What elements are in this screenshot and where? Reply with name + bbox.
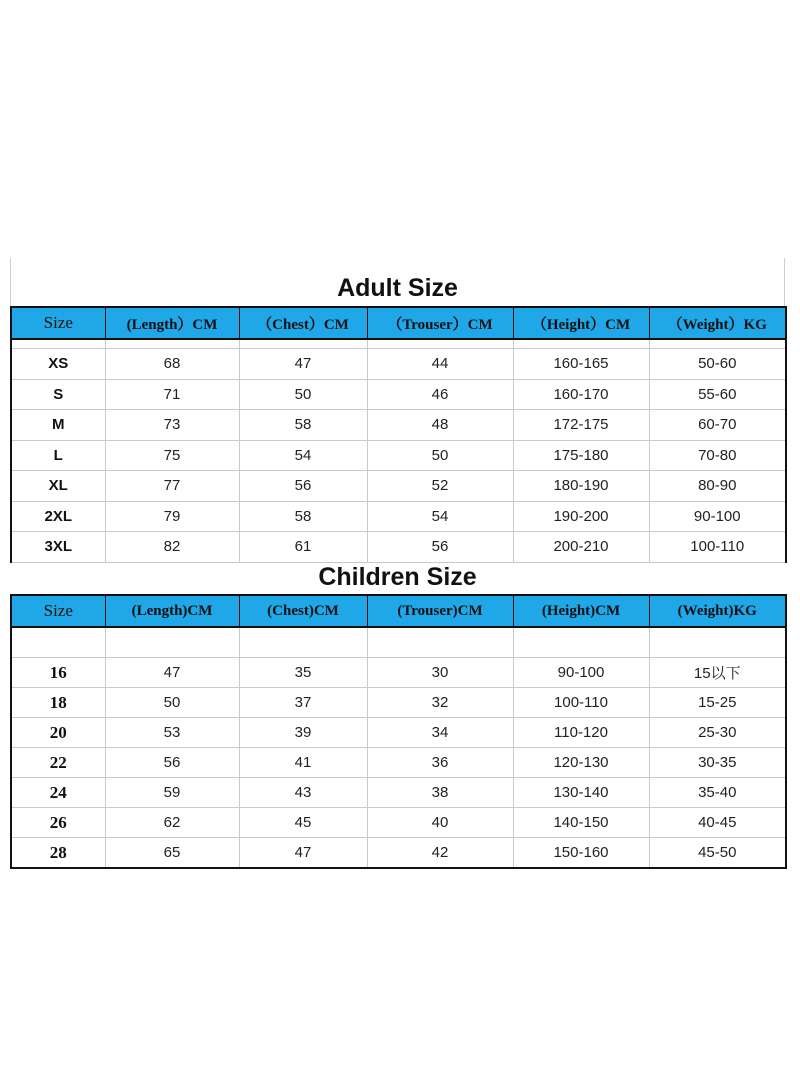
header-height: (Height)CM bbox=[513, 595, 649, 627]
weight-cell: 15-25 bbox=[649, 688, 786, 718]
trouser-cell: 30 bbox=[367, 658, 513, 688]
header-chest: （Chest）CM bbox=[239, 307, 367, 339]
weight-cell: 35-40 bbox=[649, 778, 786, 808]
table-row bbox=[11, 718, 786, 748]
trouser-cell: 44 bbox=[367, 349, 513, 380]
size-cell: 28 bbox=[11, 838, 105, 869]
table-row bbox=[11, 748, 786, 778]
size-cell: M bbox=[11, 410, 105, 441]
size-cell: 3XL bbox=[11, 532, 105, 563]
chest-cell: 54 bbox=[239, 440, 367, 471]
trouser-cell: 46 bbox=[367, 379, 513, 410]
size-cell: 20 bbox=[11, 718, 105, 748]
size-cell: 16 bbox=[11, 658, 105, 688]
header-trouser: （Trouser）CM bbox=[367, 307, 513, 339]
trouser-cell: 52 bbox=[367, 471, 513, 502]
weight-cell: 45-50 bbox=[649, 838, 786, 869]
header-length: (Length)CM bbox=[105, 595, 239, 627]
chest-cell: 58 bbox=[239, 410, 367, 441]
spacer-row bbox=[11, 339, 786, 349]
children-header-row bbox=[11, 595, 786, 627]
trouser-cell: 48 bbox=[367, 410, 513, 441]
trouser-cell: 32 bbox=[367, 688, 513, 718]
height-cell: 110-120 bbox=[513, 718, 649, 748]
chest-cell: 58 bbox=[239, 501, 367, 532]
adult-size-title: Adult Size bbox=[337, 274, 458, 302]
length-cell: 47 bbox=[105, 658, 239, 688]
height-cell: 200-210 bbox=[513, 532, 649, 563]
length-cell: 50 bbox=[105, 688, 239, 718]
weight-cell: 60-70 bbox=[649, 410, 786, 441]
height-cell: 150-160 bbox=[513, 838, 649, 869]
trouser-cell: 40 bbox=[367, 808, 513, 838]
chest-cell: 47 bbox=[239, 349, 367, 380]
size-cell: S bbox=[11, 379, 105, 410]
height-cell: 160-170 bbox=[513, 379, 649, 410]
weight-cell: 40-45 bbox=[649, 808, 786, 838]
length-cell: 65 bbox=[105, 838, 239, 869]
length-cell: 71 bbox=[105, 379, 239, 410]
table-row bbox=[11, 410, 786, 441]
size-cell: XL bbox=[11, 471, 105, 502]
table-row bbox=[11, 838, 786, 869]
weight-cell: 70-80 bbox=[649, 440, 786, 471]
size-cell: 18 bbox=[11, 688, 105, 718]
weight-cell: 80-90 bbox=[649, 471, 786, 502]
header-weight: (Weight)KG bbox=[649, 595, 786, 627]
table-row bbox=[11, 379, 786, 410]
height-cell: 100-110 bbox=[513, 688, 649, 718]
weight-cell: 90-100 bbox=[649, 501, 786, 532]
length-cell: 59 bbox=[105, 778, 239, 808]
trouser-cell: 36 bbox=[367, 748, 513, 778]
size-cell: 26 bbox=[11, 808, 105, 838]
weight-cell: 55-60 bbox=[649, 379, 786, 410]
weight-cell: 50-60 bbox=[649, 349, 786, 380]
length-cell: 53 bbox=[105, 718, 239, 748]
children-size-table bbox=[10, 594, 787, 869]
size-cell: 24 bbox=[11, 778, 105, 808]
height-cell: 130-140 bbox=[513, 778, 649, 808]
chest-cell: 50 bbox=[239, 379, 367, 410]
table-row bbox=[11, 501, 786, 532]
weight-cell: 15以下 bbox=[649, 658, 786, 688]
header-size: Size bbox=[11, 307, 105, 339]
chest-cell: 61 bbox=[239, 532, 367, 563]
trouser-cell: 50 bbox=[367, 440, 513, 471]
weight-cell: 25-30 bbox=[649, 718, 786, 748]
chest-cell: 56 bbox=[239, 471, 367, 502]
length-cell: 75 bbox=[105, 440, 239, 471]
trouser-cell: 56 bbox=[367, 532, 513, 563]
length-cell: 77 bbox=[105, 471, 239, 502]
length-cell: 56 bbox=[105, 748, 239, 778]
table-row bbox=[11, 349, 786, 380]
chest-cell: 47 bbox=[239, 838, 367, 869]
size-cell: 2XL bbox=[11, 501, 105, 532]
children-size-title: Children Size bbox=[318, 563, 477, 591]
trouser-cell: 54 bbox=[367, 501, 513, 532]
height-cell: 120-130 bbox=[513, 748, 649, 778]
trouser-cell: 42 bbox=[367, 838, 513, 869]
table-row bbox=[11, 440, 786, 471]
height-cell: 140-150 bbox=[513, 808, 649, 838]
chest-cell: 35 bbox=[239, 658, 367, 688]
length-cell: 62 bbox=[105, 808, 239, 838]
header-size: Size bbox=[11, 595, 105, 627]
chest-cell: 39 bbox=[239, 718, 367, 748]
table-row bbox=[11, 658, 786, 688]
length-cell: 79 bbox=[105, 501, 239, 532]
table-row bbox=[11, 471, 786, 502]
trouser-cell: 34 bbox=[367, 718, 513, 748]
header-weight: （Weight）KG bbox=[649, 307, 786, 339]
height-cell: 180-190 bbox=[513, 471, 649, 502]
height-cell: 175-180 bbox=[513, 440, 649, 471]
table-row bbox=[11, 532, 786, 563]
chest-cell: 43 bbox=[239, 778, 367, 808]
chest-cell: 45 bbox=[239, 808, 367, 838]
spacer-row bbox=[11, 627, 786, 658]
length-cell: 73 bbox=[105, 410, 239, 441]
chest-cell: 41 bbox=[239, 748, 367, 778]
table-row bbox=[11, 808, 786, 838]
header-chest: (Chest)CM bbox=[239, 595, 367, 627]
table-row bbox=[11, 778, 786, 808]
size-cell: XS bbox=[11, 349, 105, 380]
adult-size-table bbox=[10, 306, 787, 563]
height-cell: 90-100 bbox=[513, 658, 649, 688]
table-row bbox=[11, 688, 786, 718]
chest-cell: 37 bbox=[239, 688, 367, 718]
length-cell: 82 bbox=[105, 532, 239, 563]
height-cell: 190-200 bbox=[513, 501, 649, 532]
weight-cell: 100-110 bbox=[649, 532, 786, 563]
size-cell: L bbox=[11, 440, 105, 471]
size-cell: 22 bbox=[11, 748, 105, 778]
header-trouser: (Trouser)CM bbox=[367, 595, 513, 627]
header-length: (Length）CM bbox=[105, 307, 239, 339]
length-cell: 68 bbox=[105, 349, 239, 380]
trouser-cell: 38 bbox=[367, 778, 513, 808]
adult-header-row bbox=[11, 307, 786, 339]
height-cell: 160-165 bbox=[513, 349, 649, 380]
height-cell: 172-175 bbox=[513, 410, 649, 441]
weight-cell: 30-35 bbox=[649, 748, 786, 778]
header-height: （Height）CM bbox=[513, 307, 649, 339]
